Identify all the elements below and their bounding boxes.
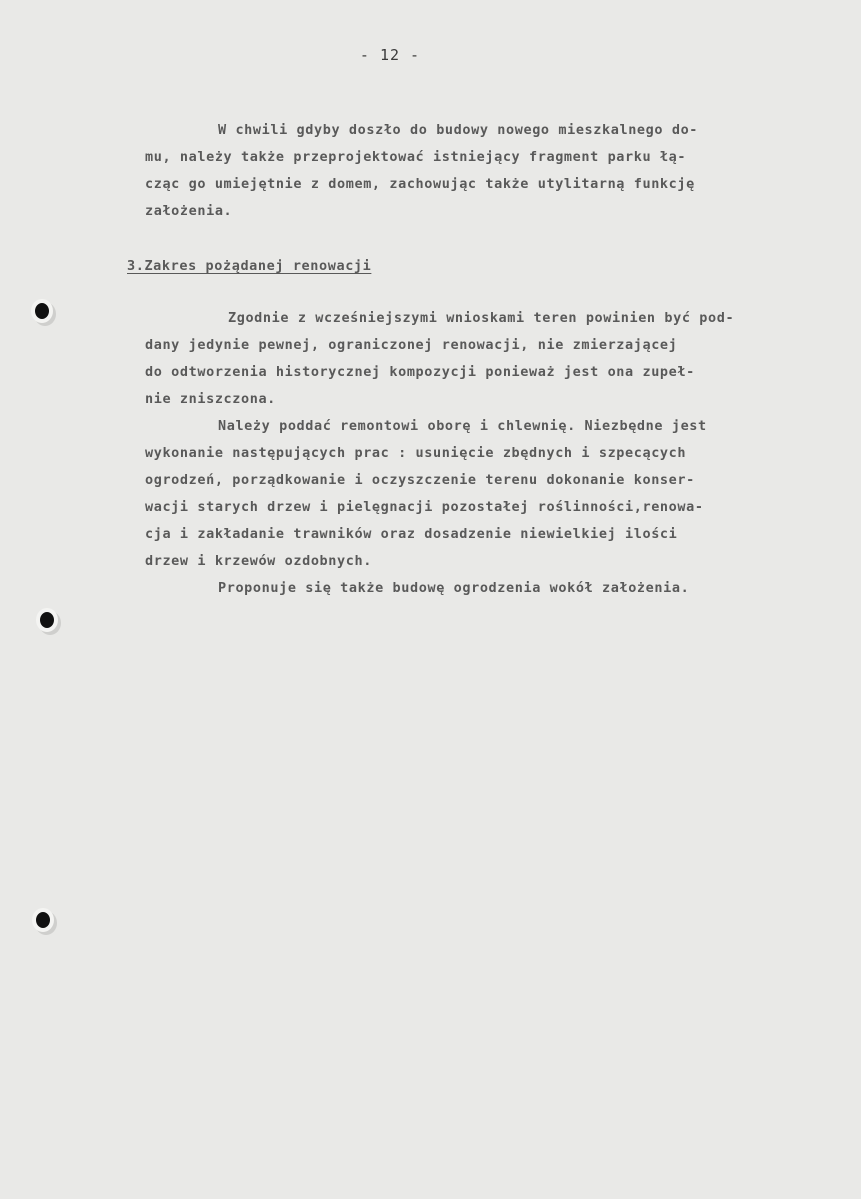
paragraph-1-line-1: W chwili gdyby doszło do budowy nowego mieszkalnego do- (218, 122, 699, 138)
punch-hole-top (35, 303, 49, 319)
paragraph-3-line-4: wacji starych drzew i pielęgnacji pozostałej roślinności,renowa- (145, 499, 704, 515)
page-number: - 12 - (359, 46, 421, 64)
paragraph-1-line-3: cząc go umiejętnie z domem, zachowując także utylitarną funkcję (145, 176, 695, 192)
paragraph-3-line-2: wykonanie następujących prac : usunięcie zbędnych i szpecących (145, 445, 687, 461)
paragraph-1-line-4: założenia. (145, 203, 233, 219)
paragraph-4-line-1: Proponuje się także budowę ogrodzenia wokół założenia. (218, 580, 690, 596)
paragraph-3-line-6: drzew i krzewów ozdobnych. (145, 553, 372, 569)
paragraph-3-line-1: Należy poddać remontowi oborę i chlewnię. Niezbędne jest (218, 418, 707, 434)
paragraph-1-line-2: mu, należy także przeprojektować istniejący fragment parku łą- (145, 149, 687, 165)
paragraph-2-line-1: Zgodnie z wcześniejszymi wnioskami teren powinien być pod- (228, 310, 735, 326)
paragraph-2-line-4: nie zniszczona. (145, 391, 276, 407)
paragraph-2-line-3: do odtworzenia historycznej kompozycji ponieważ jest ona zupeł- (145, 364, 695, 380)
paragraph-3-line-3: ogrodzeń, porządkowanie i oczyszczenie terenu dokonanie konser- (145, 472, 695, 488)
punch-hole-bottom (36, 912, 50, 928)
paragraph-3-line-5: cja i zakładanie trawników oraz dosadzenie niewielkiej ilości (145, 526, 678, 542)
punch-hole-middle (40, 612, 54, 628)
section-heading: 3.Zakres pożądanej renowacji (127, 258, 372, 274)
paragraph-2-line-2: dany jedynie pewnej, ograniczonej renowacji, nie zmierzającej (145, 337, 678, 353)
